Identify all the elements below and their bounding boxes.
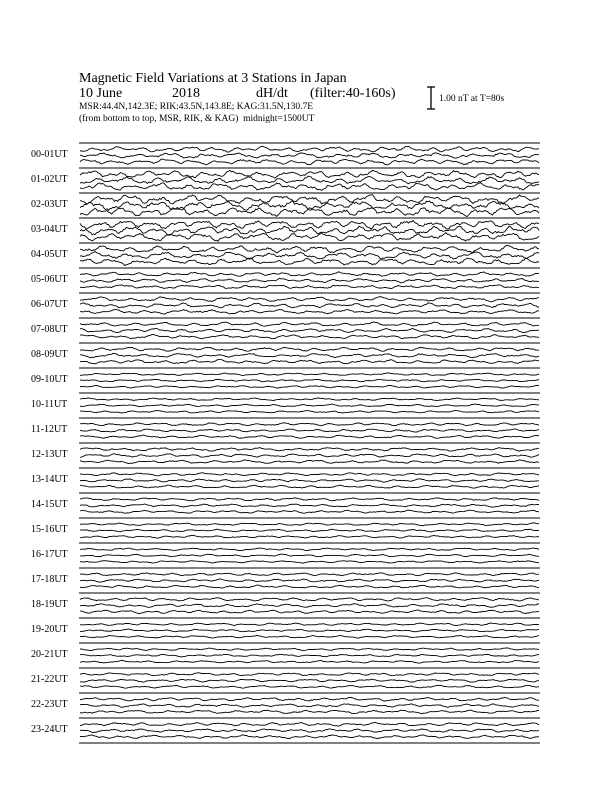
hour-label: 12-13UT (31, 448, 68, 460)
trace-MSR (80, 485, 539, 488)
trace-RIK (80, 176, 539, 184)
trace-KAG (80, 195, 539, 204)
hour-panel (79, 218, 540, 243)
quantity-label: dH/dt (256, 86, 288, 101)
trace-MSR (80, 610, 539, 614)
trace-KAG (80, 598, 539, 601)
trace-KAG (80, 697, 539, 701)
trace-MSR (80, 710, 539, 714)
hour-label: 14-15UT (31, 498, 68, 510)
trace-KAG (80, 398, 539, 401)
midnight-note: midnight=1500UT (243, 114, 315, 124)
hour-label: 19-20UT (31, 623, 68, 635)
hour-panel (79, 193, 540, 218)
trace-KAG (80, 322, 539, 326)
trace-RIK (80, 278, 539, 283)
hour-label: 10-11UT (31, 398, 68, 410)
hour-label: 00-01UT (31, 148, 68, 160)
trace-MSR (80, 535, 539, 538)
hour-panel (79, 518, 540, 543)
trace-RIK (80, 251, 539, 259)
trace-KAG (80, 146, 539, 152)
trace-RIK (80, 529, 539, 532)
chart-title: Magnetic Field Variations at 3 Stations in Japan (79, 71, 347, 86)
hour-label: 02-03UT (31, 198, 68, 210)
trace-RIK (80, 303, 539, 308)
trace-MSR (80, 435, 539, 438)
hour-label: 06-07UT (31, 298, 68, 310)
trace-RIK (80, 579, 539, 582)
hour-label: 04-05UT (31, 248, 68, 260)
trace-RIK (80, 201, 539, 210)
trace-MSR (80, 460, 539, 464)
trace-RIK (80, 729, 539, 733)
trace-RIK (80, 404, 539, 407)
hour-panel (79, 343, 540, 368)
trace-RIK (80, 704, 539, 708)
trace-KAG (80, 245, 539, 253)
trace-MSR (80, 410, 539, 413)
hour-panel (79, 443, 540, 468)
trace-MSR (80, 385, 539, 388)
trace-MSR (80, 233, 539, 242)
hour-label: 21-22UT (31, 673, 68, 685)
trace-RIK (80, 504, 539, 507)
hour-label: 03-04UT (31, 223, 68, 235)
hour-label: 23-24UT (31, 723, 68, 735)
trace-KAG (80, 623, 539, 626)
hour-panel (79, 243, 540, 268)
hour-label: 13-14UT (31, 473, 68, 485)
trace-KAG (80, 573, 539, 576)
trace-KAG (80, 448, 539, 452)
date-day: 10 June (79, 86, 123, 101)
trace-MSR (80, 159, 539, 165)
trace-MSR (80, 335, 539, 339)
hour-panel (79, 293, 540, 318)
trace-KAG (80, 673, 539, 676)
trace-RIK (80, 629, 539, 632)
trace-MSR (80, 660, 539, 663)
hour-label: 17-18UT (31, 573, 68, 585)
hour-label: 05-06UT (31, 273, 68, 285)
hour-panel (79, 543, 540, 568)
hour-panel (79, 718, 540, 743)
trace-RIK (80, 679, 539, 682)
hour-label: 22-23UT (31, 698, 68, 710)
trace-RIK (80, 379, 539, 382)
trace-MSR (80, 735, 539, 739)
trace-RIK (80, 153, 539, 158)
hour-panel (79, 143, 540, 168)
trace-RIK (80, 329, 539, 333)
date-year: 2018 (172, 86, 200, 101)
hour-panel (79, 618, 540, 643)
trace-KAG (80, 373, 539, 376)
trace-KAG (80, 423, 539, 426)
trace-RIK (80, 554, 539, 557)
hour-panel (79, 418, 540, 443)
trace-KAG (80, 722, 539, 726)
trace-RIK (80, 604, 539, 608)
scale-label: 1.00 nT at T=80s (439, 94, 505, 104)
trace-RIK (80, 654, 539, 657)
hour-panel (79, 468, 540, 493)
trace-MSR (80, 685, 539, 688)
trace-KAG (80, 272, 539, 276)
trace-RIK (80, 429, 539, 432)
trace-RIK (80, 226, 539, 235)
hour-panel (79, 668, 540, 693)
hour-panel (79, 168, 540, 193)
hour-panel (79, 368, 540, 393)
order-note: (from bottom to top, MSR, RIK, & KAG) (79, 114, 239, 124)
trace-KAG (80, 523, 539, 526)
trace-KAG (80, 648, 539, 651)
trace-RIK (80, 454, 539, 458)
hour-label: 16-17UT (31, 548, 68, 560)
hour-panel (79, 643, 540, 668)
hour-panel (79, 393, 540, 418)
trace-MSR (80, 360, 539, 364)
hour-label: 18-19UT (31, 598, 68, 610)
trace-KAG (80, 297, 539, 302)
hour-label: 15-16UT (31, 523, 68, 535)
hour-panel (79, 493, 540, 518)
trace-MSR (80, 258, 539, 266)
hour-label: 01-02UT (31, 173, 68, 185)
hour-panel (79, 593, 540, 618)
hour-panel (79, 268, 540, 293)
trace-MSR (80, 635, 539, 638)
trace-KAG (80, 498, 539, 501)
trace-MSR (80, 285, 539, 289)
trace-MSR (80, 207, 539, 216)
hour-panel (79, 693, 540, 718)
hour-label: 20-21UT (31, 648, 68, 660)
trace-KAG (80, 347, 539, 351)
stations-info: MSR:44.4N,142.3E; RIK:43.5N,143.8E; KAG:31.5N,130.7E (79, 102, 314, 112)
trace-MSR (80, 309, 539, 314)
trace-MSR (80, 561, 539, 564)
hour-panel (79, 318, 540, 343)
trace-MSR (80, 585, 539, 588)
hour-label: 08-09UT (31, 348, 68, 360)
trace-KAG (80, 473, 539, 476)
hour-label: 11-12UT (31, 423, 68, 435)
hour-label: 07-08UT (31, 323, 68, 335)
hour-panel (79, 568, 540, 593)
trace-MSR (80, 510, 539, 513)
trace-RIK (80, 479, 539, 482)
trace-KAG (80, 548, 539, 551)
trace-RIK (80, 353, 539, 357)
filter-label: (filter:40-160s) (310, 86, 396, 101)
hour-label: 09-10UT (31, 373, 68, 385)
